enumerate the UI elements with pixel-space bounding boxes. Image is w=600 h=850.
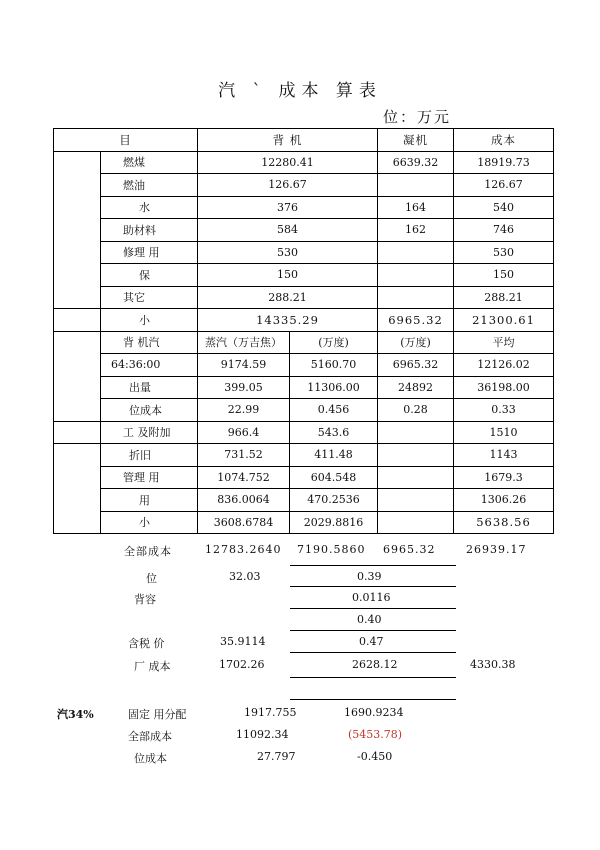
cell-back: 530 <box>198 241 378 264</box>
row-label: 燃煤 <box>101 151 198 174</box>
divider-line <box>290 652 456 653</box>
row-label: 用 <box>101 489 198 512</box>
all-cost-power: 7190.5860 <box>297 543 366 556</box>
cell-total: 1306.26 <box>454 489 554 512</box>
cell-power: 5160.70 <box>290 354 378 377</box>
cell-cond <box>378 174 454 197</box>
cell-total: 746 <box>454 219 554 242</box>
plant-cost-power: 2628.12 <box>352 658 398 671</box>
table-row <box>54 466 554 489</box>
cell-back: 288.21 <box>198 286 378 309</box>
row-label: 管理 用 <box>101 466 198 489</box>
row-label: 燃油 <box>101 174 198 197</box>
row-label: 水 <box>101 196 198 219</box>
cell-steam: 1074.752 <box>198 466 290 489</box>
tax-price-label: 含税 价 <box>128 637 165 650</box>
table-row <box>54 399 554 422</box>
table-row <box>54 286 554 309</box>
cell-power: (万度) <box>290 331 378 354</box>
cell-power: 0.456 <box>290 399 378 422</box>
cell-cond <box>378 286 454 309</box>
table-row <box>54 196 554 219</box>
row-label: 助材料 <box>101 219 198 242</box>
cell-total: 36198.00 <box>454 376 554 399</box>
cell-cond: 0.28 <box>378 399 454 422</box>
cell-cond: 6965.32 <box>378 309 454 332</box>
cell-steam: 22.99 <box>198 399 290 422</box>
all-cost-cond: 6965.32 <box>383 543 436 556</box>
alloc-tag: 汽34% <box>57 708 94 721</box>
divider-line <box>290 630 456 631</box>
cost-table <box>53 128 554 534</box>
cell-cond <box>378 511 454 534</box>
cell-back: 126.67 <box>198 174 378 197</box>
row-label: 保 <box>101 264 198 287</box>
cell-steam: 蒸汽（万吉焦） <box>198 331 290 354</box>
table-row <box>54 174 554 197</box>
alloc-all-b: (5453.78) <box>348 728 403 741</box>
row-label: 折旧 <box>101 444 198 467</box>
table-row <box>54 151 554 174</box>
cell-steam: 3608.6784 <box>198 511 290 534</box>
table-row <box>54 331 554 354</box>
cell-steam: 966.4 <box>198 421 290 444</box>
group2-side-cell <box>54 331 101 421</box>
cell-cond <box>378 466 454 489</box>
alloc-unit-a: 27.797 <box>257 750 296 763</box>
tax-price-steam: 35.9114 <box>220 635 266 648</box>
cell-total: 1143 <box>454 444 554 467</box>
table-row <box>54 264 554 287</box>
cell-steam: 9174.59 <box>198 354 290 377</box>
subtotal-row <box>54 511 554 534</box>
cell-steam: 836.0064 <box>198 489 290 512</box>
group3-side-cell <box>54 421 101 444</box>
cell-cond: 6965.32 <box>378 354 454 377</box>
alloc-unit-label: 位成本 <box>134 752 167 765</box>
cell-total: 平均 <box>454 331 554 354</box>
divider-line <box>290 565 456 566</box>
cell-cond: 24892 <box>378 376 454 399</box>
header-cost: 成本 <box>454 129 554 152</box>
cell-power: 543.6 <box>290 421 378 444</box>
cell-back: 584 <box>198 219 378 242</box>
row-label: 背 机汽 <box>101 331 198 354</box>
table-row <box>54 421 554 444</box>
cell-steam: 399.05 <box>198 376 290 399</box>
cell-total: 540 <box>454 196 554 219</box>
header-item: 目 <box>54 129 198 152</box>
alloc-unit-b: -0.450 <box>357 750 393 763</box>
cell-total: 288.21 <box>454 286 554 309</box>
row-label: 其它 <box>101 286 198 309</box>
cell-steam: 731.52 <box>198 444 290 467</box>
page-title: 汽 ` 成本 算表 <box>218 81 382 101</box>
cell-power: 411.48 <box>290 444 378 467</box>
divider-line <box>290 586 456 587</box>
divider-line <box>290 677 456 678</box>
table-row <box>54 354 554 377</box>
alloc-all-a: 11092.34 <box>236 728 289 741</box>
table-row <box>54 241 554 264</box>
subtotal-row <box>54 309 554 332</box>
row-label: 修理 用 <box>101 241 198 264</box>
cell-total: 18919.73 <box>454 151 554 174</box>
back-cap-power: 0.0116 <box>352 591 391 604</box>
table-header-row <box>54 129 554 152</box>
cell-total: 0.33 <box>454 399 554 422</box>
row-label: 位成本 <box>101 399 198 422</box>
divider-line <box>290 608 456 609</box>
cell-cond <box>378 264 454 287</box>
cell-power: 11306.00 <box>290 376 378 399</box>
unit-label: 位：万元 <box>383 108 452 126</box>
cell-total: 12126.02 <box>454 354 554 377</box>
row-label: 小 <box>101 309 198 332</box>
plant-cost-total: 4330.38 <box>470 658 516 671</box>
alloc-all-label: 全部成本 <box>128 730 172 743</box>
header-backpressure: 背 机 <box>198 129 378 152</box>
group1-side-cell <box>54 151 101 309</box>
cell-cond <box>378 241 454 264</box>
table-row <box>54 376 554 399</box>
unit-row-steam: 32.03 <box>229 570 261 583</box>
divider-line <box>290 699 456 700</box>
alloc-fixed-a: 1917.755 <box>244 706 297 719</box>
cell-cond: 164 <box>378 196 454 219</box>
cell-total: 21300.61 <box>454 309 554 332</box>
cell-total: 126.67 <box>454 174 554 197</box>
row-label: 小 <box>101 511 198 534</box>
cell-total: 1510 <box>454 421 554 444</box>
table-row <box>54 489 554 512</box>
all-cost-label: 全部成本 <box>124 545 172 558</box>
cell-cond <box>378 421 454 444</box>
cell-power: 2029.8816 <box>290 511 378 534</box>
table-row <box>54 219 554 242</box>
cell-back: 12280.41 <box>198 151 378 174</box>
cell-total: 1679.3 <box>454 466 554 489</box>
cell-cond <box>378 444 454 467</box>
plant-cost-steam: 1702.26 <box>219 658 265 671</box>
blank-row-power: 0.40 <box>357 613 382 626</box>
cell-total: 150 <box>454 264 554 287</box>
row-label: 64:36:00 <box>101 354 198 377</box>
row-label: 工 及附加 <box>101 421 198 444</box>
all-cost-total: 26939.17 <box>466 543 527 556</box>
group3b-side-cell <box>54 444 101 534</box>
cell-total: 5638.56 <box>454 511 554 534</box>
cell-cond: 6639.32 <box>378 151 454 174</box>
cell-power: 604.548 <box>290 466 378 489</box>
cell-back: 150 <box>198 264 378 287</box>
tax-price-power: 0.47 <box>359 635 384 648</box>
cell-total: 530 <box>454 241 554 264</box>
row-label: 出量 <box>101 376 198 399</box>
cell-back: 376 <box>198 196 378 219</box>
all-cost-steam: 12783.2640 <box>205 543 282 556</box>
cell-cond <box>378 489 454 512</box>
cell-cond: 162 <box>378 219 454 242</box>
table-row <box>54 444 554 467</box>
header-condensing: 凝机 <box>378 129 454 152</box>
cell-back: 14335.29 <box>198 309 378 332</box>
cell-cond: (万度) <box>378 331 454 354</box>
back-cap-label: 背容 <box>134 593 156 606</box>
cell-power: 470.2536 <box>290 489 378 512</box>
plant-cost-label: 厂 成本 <box>134 660 171 673</box>
unit-row-label: 位 <box>146 572 157 585</box>
unit-row-power: 0.39 <box>357 570 382 583</box>
subtotal-side-cell <box>54 309 101 332</box>
alloc-fixed-label: 固定 用分配 <box>128 708 187 721</box>
alloc-fixed-b: 1690.9234 <box>344 706 404 719</box>
